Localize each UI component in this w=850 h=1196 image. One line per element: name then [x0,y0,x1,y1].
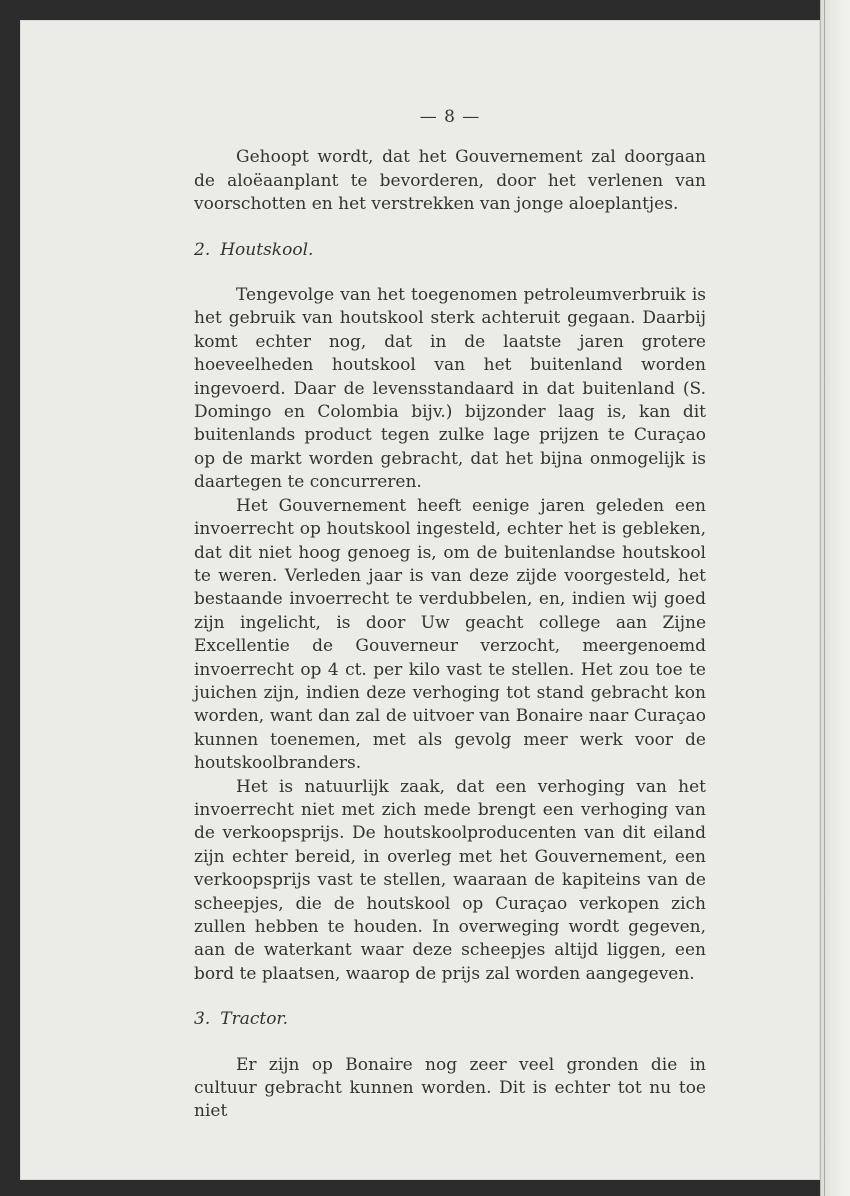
section-title: Tractor. [220,1009,289,1030]
section-number: 3. [194,1009,211,1030]
paragraph-intro: Gehoopt wordt, dat het Gouvernement zal doorgaan de aloëaanplant te bevorderen, door het verlenen van voorschotten en het verstrekken van jonge aloeplantjes. [194,147,706,215]
page-edge-line [824,0,825,1196]
paragraph-tractor-1: Er zijn op Bonaire nog zeer veel gronden die in cultuur gebracht kunnen worden. Dit is echter tot nu toe niet [194,1054,706,1122]
section-heading-tractor [194,1008,706,1031]
page-number: — 8 — [419,107,481,127]
section-number: 2. [194,239,211,260]
paragraph-houtskool-2: Het Gouvernement heeft eenige jaren geleden een invoerrecht op houtskool ingesteld, echter het is gebleken, dat dit niet hoog genoeg is, om de buitenlandse houtskool te weren. Verleden jaar is van deze zijde voorgesteld, het bestaande invoerrecht te verdubbelen, en, indien wij goed zijn ingelicht, is door Uw geacht college aan Zijne Excellentie de Gouverneur verzocht, meergenoemd invoerrecht op 4 ct. per kilo vast te stellen. Het zou toe te juichen zijn, indien deze verhoging tot stand gebracht kon worden, want dan zal de uitvoer van Bonaire naar Curaçao kunnen toenemen, met als gevolg meer werk voor de houtskoolbranders. [194,495,706,774]
paragraph-houtskool-3: Het is natuurlijk zaak, dat een verhoging van het invoerrecht niet met zich mede brengt een verhoging van de verkoopsprijs. De houtskoolproducenten van dit eiland zijn echter bereid, in overleg met het Gouvernement, een verkoopsprijs vast te stellen, waaraan de kapiteins van de scheepjes, die de houtskool op Curaçao verkopen zich zullen hebben te houden. In overweging wordt gegeven, aan de waterkant waar deze scheepjes altijd liggen, een bord te plaatsen, waarop de prijs zal worden aangegeven. [194,776,706,984]
paragraph-houtskool-1: Tengevolge van het toegenomen petroleumverbruik is het gebruik van houtskool sterk achteruit gegaan. Daarbij komt echter nog, dat in de laatste jaren grotere hoeveelheden houtskool van het buitenland worden ingevoerd. Daar de levensstandaard in dat buitenland (S. Domingo en Colombia bijv.) bijzonder laag is, kan dit buitenlands product tegen zulke lage prijzen te Curaçao op de markt worden gebracht, dat het bijna onmogelijk is daartegen te concurreren. [194,285,706,493]
section-heading-houtskool [194,239,706,262]
section-title: Houtskool. [220,239,314,260]
page-body [194,106,706,1124]
